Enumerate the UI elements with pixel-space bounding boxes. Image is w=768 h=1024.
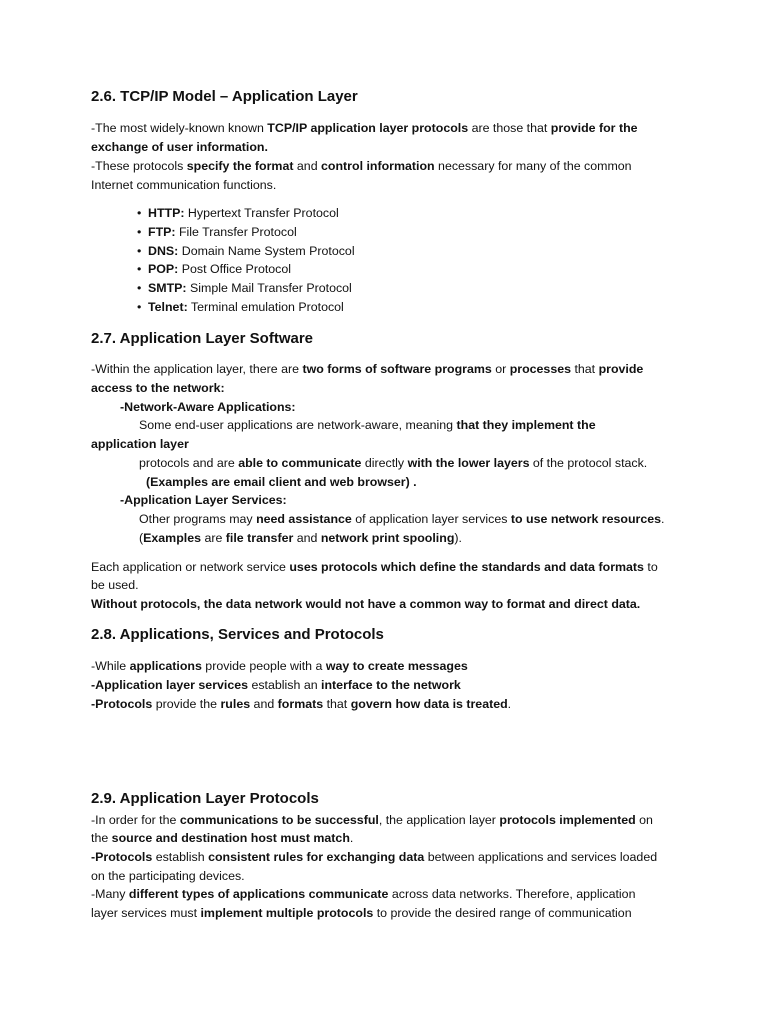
paragraph-line [139,511,664,527]
bold-text: consistent rules for exchanging data [208,850,425,864]
bold-text: interface to the network [321,678,461,692]
text: and [293,531,321,545]
paragraph-line [91,361,643,377]
paragraph-line [91,139,268,155]
bold-text: application layer [91,437,189,451]
text: of the protocol stack. [529,456,648,470]
bold-text: Without protocols, the data network would not have a common way to format and direct data. [91,597,641,611]
bold-text: -Protocols [91,697,153,711]
bullet-item-http: • HTTP: Hypertext Transfer Protocol [137,206,339,220]
text: Each application or network service [91,560,290,574]
bold-text: access to the network: [91,381,225,395]
bold-text: govern how data is treated [350,697,508,711]
text: are [201,531,226,545]
text: -Many [91,887,129,901]
paragraph-line [91,849,657,865]
bold-text: to use network resources [510,512,662,526]
text: establish [152,850,209,864]
text: Internet communication functions. [91,178,277,192]
text: that [571,362,599,376]
bold-text: Examples [143,531,201,545]
section-2-6-heading: 2.6. TCP/IP Model – Application Layer [91,88,358,105]
paragraph-line [91,380,225,396]
bold-text: exchange of user information. [91,140,268,154]
text: , the application layer [378,813,500,827]
bold-text: able to communicate [238,456,362,470]
text: -These protocols [91,159,187,173]
text: on the participating devices. [91,869,245,883]
bold-text: protocols implemented [499,813,636,827]
bold-text: that they implement the [456,418,596,432]
bold-text: network print spooling [320,531,455,545]
bullet-item-pop: • POP: Post Office Protocol [137,262,292,276]
paragraph-line [139,455,647,471]
text: -In order for the [91,813,180,827]
text: directly [361,456,408,470]
paragraph-line [91,158,632,174]
bold-text: different types of applications communicate [128,887,389,901]
text: and [250,697,278,711]
text: to provide the desired range of communication [373,906,632,920]
bullet-item-smtp: • SMTP: Simple Mail Transfer Protocol [137,281,352,295]
text: . [507,697,512,711]
text: the [91,831,112,845]
text: of application layer services [351,512,511,526]
text: establish an [248,678,322,692]
bold-text: -Network-Aware Applications: [120,400,296,414]
bullet-dot-icon: • [137,262,142,276]
paragraph-line [91,868,245,884]
text: are those that [468,121,551,135]
paragraph-line [91,177,276,193]
bold-text: implement multiple protocols [200,906,374,920]
bullet-dot-icon: • [137,225,142,239]
text: -Within the application layer, there are [91,362,303,376]
text: layer services must [91,906,201,920]
paragraph-line [91,577,139,593]
bold-text: need assistance [256,512,352,526]
bold-text: formats [277,697,324,711]
bullet-dot-icon: • [137,300,142,314]
text: or [491,362,510,376]
bullet-dot-icon: • [137,244,142,258]
bold-text: -Application Layer Services: [120,493,287,507]
bold-text: processes [509,362,571,376]
text: -While [91,659,130,673]
text: to [643,560,658,574]
text: across data networks. Therefore, application [388,887,636,901]
text: Other programs may [139,512,257,526]
bold-text: file transfer [225,531,294,545]
paragraph-line [91,812,653,828]
paragraph-line [91,696,511,712]
bold-text: control information [321,159,435,173]
text: necessary for many of the common [434,159,632,173]
bullet-item-dns: • DNS: Domain Name System Protocol [137,244,355,258]
bullet-item-telnet: • Telnet: Terminal emulation Protocol [137,300,344,314]
bullet-dot-icon: • [137,281,142,295]
bold-text: (Examples are email client and web browser) . [146,475,417,489]
text: ( [139,531,144,545]
paragraph-line [91,677,461,693]
bold-text: specify the format [186,159,294,173]
text: -The most widely-known known [91,121,268,135]
paragraph-line [91,559,658,575]
section-2-8-heading: 2.8. Applications, Services and Protocols [91,626,384,643]
text: provide the [152,697,221,711]
text: be used. [91,578,139,592]
bold-text: way to create messages [325,659,468,673]
bold-text: with the lower layers [407,456,530,470]
subheading-application-layer-services [120,492,287,508]
text: Some end-user applications are network-aware, meaning [139,418,457,432]
paragraph-line [139,417,596,433]
paragraph-line [91,658,468,674]
bold-text: TCP/IP application layer protocols [267,121,469,135]
subheading-network-aware-applications [120,399,296,415]
bold-text: communications to be successful [179,813,379,827]
bold-text: provide [598,362,644,376]
text: provide people with a [201,659,326,673]
paragraph-line [139,530,462,546]
bold-text: rules [220,697,251,711]
section-2-9-heading: 2.9. Application Layer Protocols [91,790,319,807]
paragraph-line [91,830,353,846]
paragraph-line [91,596,640,612]
bold-text: applications [129,659,202,673]
bold-text: -Application layer services [91,678,249,692]
bold-text: provide for the [550,121,638,135]
bold-text: two forms of software programs [302,362,492,376]
paragraph-line [91,886,635,902]
text: ). [454,531,462,545]
text: and [293,159,322,173]
paragraph-line [91,905,632,921]
text: on [635,813,653,827]
bold-text: uses protocols which define the standards and data formats [289,560,644,574]
text: that [323,697,351,711]
text: . [661,512,665,526]
text: between applications and services loaded [424,850,658,864]
bold-text: -Protocols [91,850,153,864]
bullet-dot-icon: • [137,206,142,220]
bullet-item-ftp: • FTP: File Transfer Protocol [137,225,297,239]
text: protocols and are [139,456,239,470]
paragraph-line [91,120,638,136]
paragraph-line [146,474,417,490]
section-2-7-heading: 2.7. Application Layer Software [91,330,314,347]
paragraph-line [91,436,189,452]
text: . [349,831,354,845]
bold-text: source and destination host must match [111,831,350,845]
